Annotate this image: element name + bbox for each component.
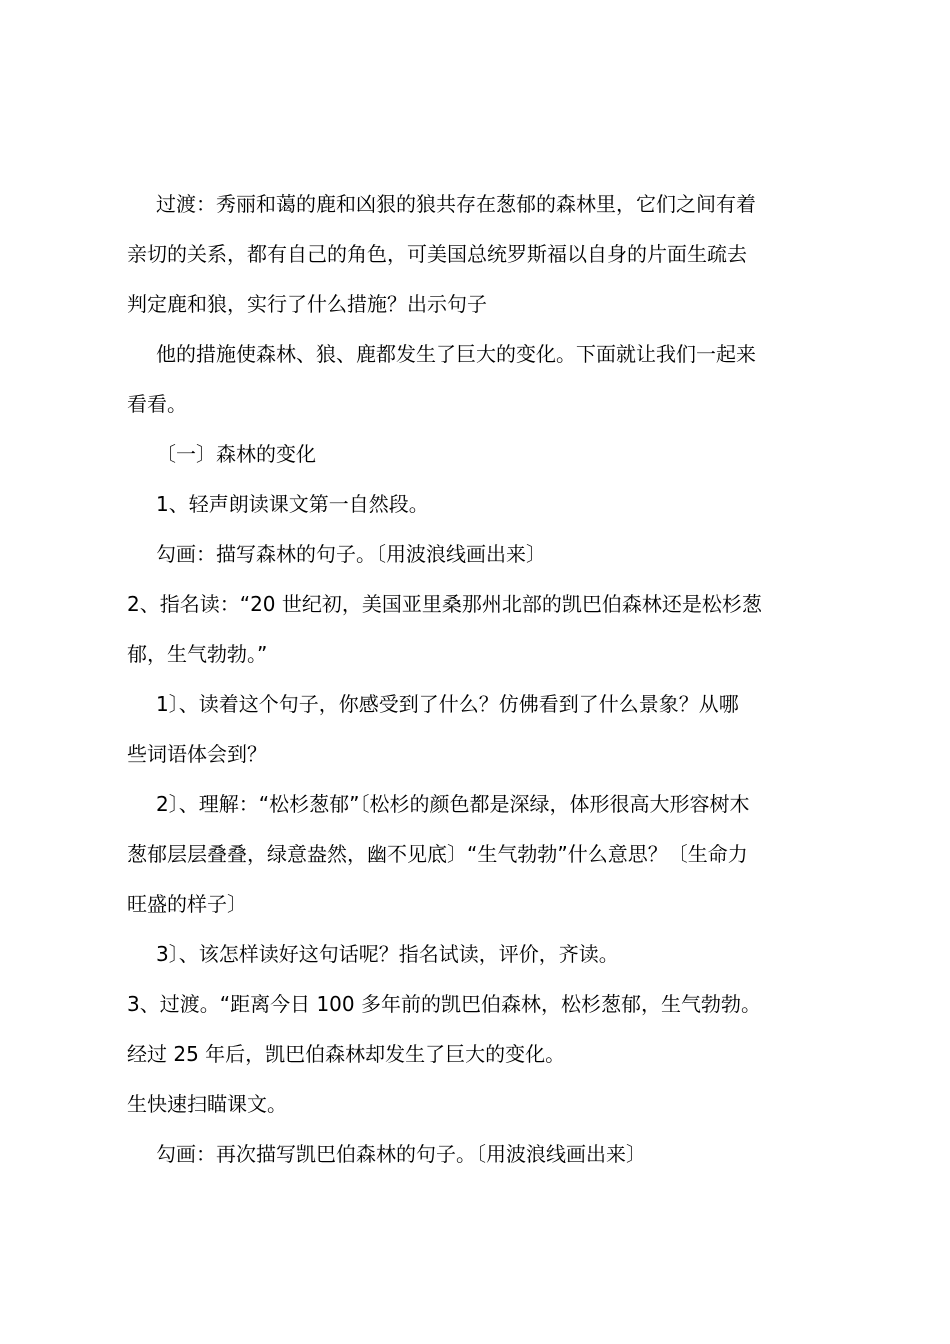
paragraph-line: 3〕、该怎样读好这句话呢？指名试读，评价，齐读。 xyxy=(156,942,619,966)
paragraph-line: 勾画：再次描写凯巴伯森林的句子。〔用波浪线画出来〕 xyxy=(156,1142,646,1166)
paragraph-line: 些词语体会到？ xyxy=(127,742,267,766)
paragraph-line: 1〕、读着这个句子，你感受到了什么？仿佛看到了什么景象？从哪 xyxy=(156,692,739,716)
paragraph-line: 经过 25 年后，凯巴伯森林却发生了巨大的变化。 xyxy=(127,1042,566,1066)
paragraph-line: 旺盛的样子〕 xyxy=(127,892,247,916)
paragraph-line: 看看。 xyxy=(127,392,187,416)
paragraph-line: 他的措施使森林、狼、鹿都发生了巨大的变化。下面就让我们一起来 xyxy=(156,342,756,366)
paragraph-line: 2、指名读：“20 世纪初，美国亚里桑那州北部的凯巴伯森林还是松杉葱 xyxy=(127,592,762,616)
paragraph-line: 亲切的关系，都有自己的角色，可美国总统罗斯福以自身的片面生疏去 xyxy=(127,242,747,266)
paragraph-line: 1、轻声朗读课文第一自然段。 xyxy=(156,492,429,516)
paragraph-line: 郁，生气勃勃。” xyxy=(127,642,268,666)
paragraph-line: 3、过渡。“距离今日 100 多年前的凯巴伯森林，松杉葱郁，生气勃勃。 xyxy=(127,992,761,1016)
paragraph-line: 葱郁层层叠叠，绿意盎然，幽不见底〕“生气勃勃”什么意思？〔生命力 xyxy=(127,842,748,866)
paragraph-line: 2〕、理解：“松杉葱郁”〔松杉的颜色都是深绿，体形很高大形容树木 xyxy=(156,792,750,816)
paragraph-line: 过渡：秀丽和蔼的鹿和凶狠的狼共存在葱郁的森林里，它们之间有着 xyxy=(156,192,756,216)
paragraph-line: 判定鹿和狼，实行了什么措施？出示句子 xyxy=(127,292,487,316)
paragraph-line: 勾画：描写森林的句子。〔用波浪线画出来〕 xyxy=(156,542,546,566)
section-heading: 〔一〕森林的变化 xyxy=(156,442,316,466)
paragraph-line: 生快速扫瞄课文。 xyxy=(127,1092,287,1116)
